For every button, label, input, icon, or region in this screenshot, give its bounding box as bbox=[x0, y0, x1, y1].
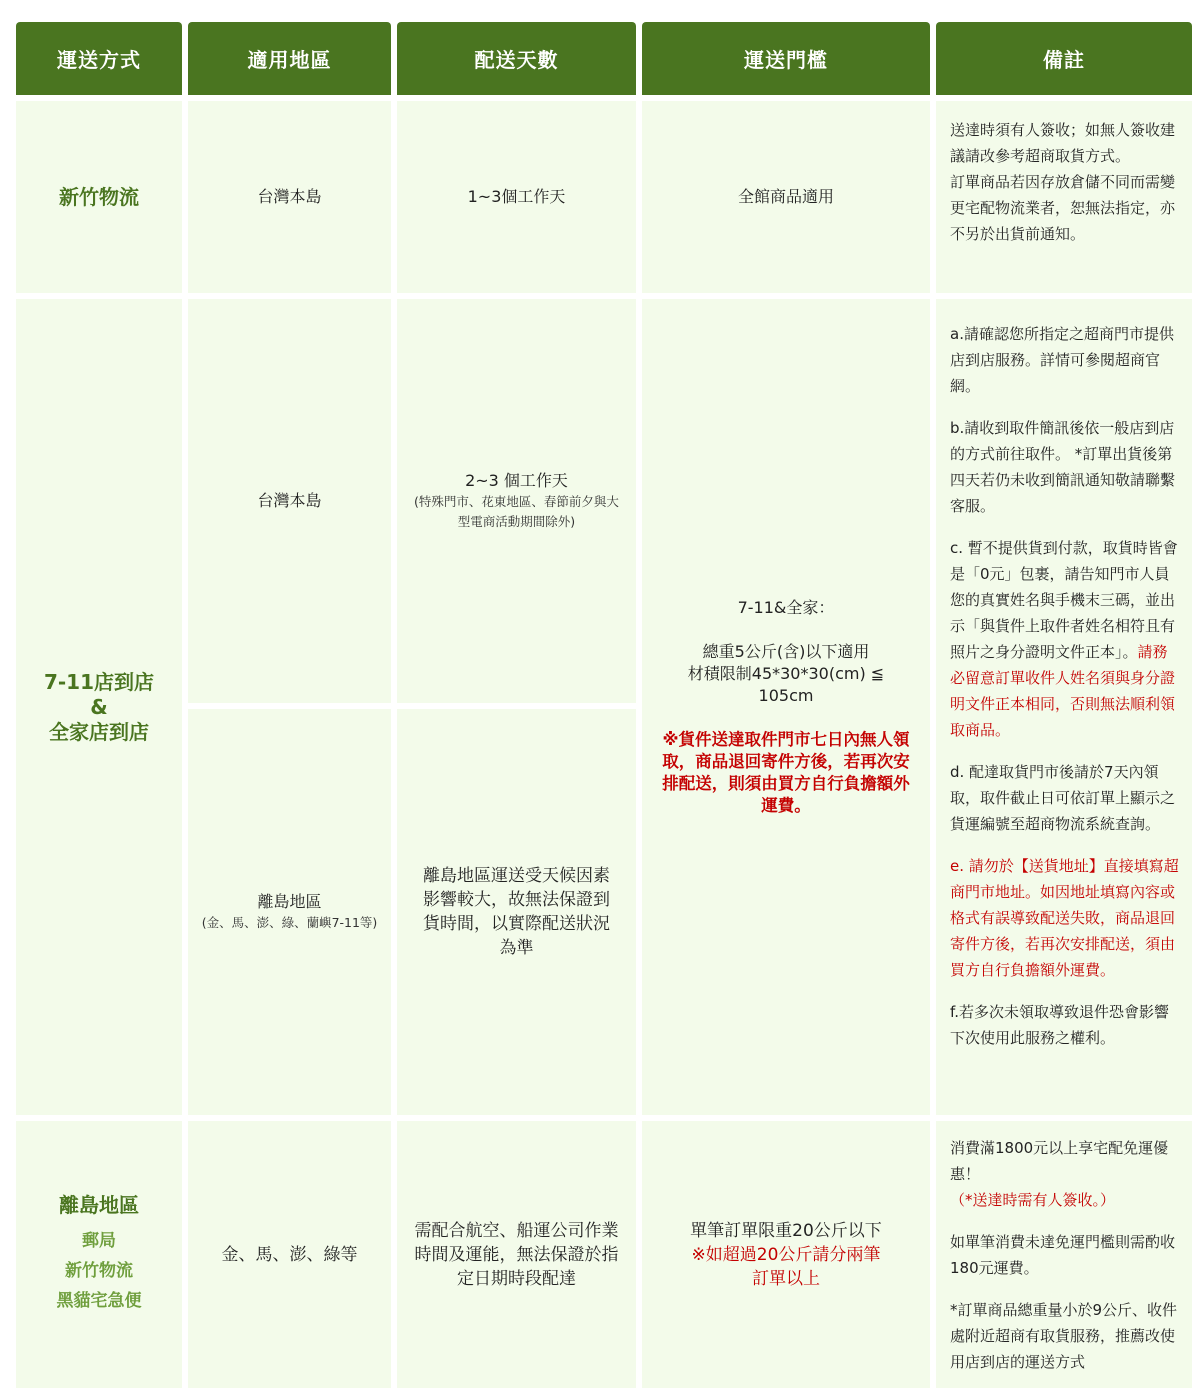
row1-note-2: 訂單商品若因存放倉儲不同而需變更宅配物流業者，恕無法指定，亦不另於出貨前通知。 bbox=[950, 173, 1176, 243]
row3-note-2: 如單筆消費未達免運門檻則需酌收180元運費。 bbox=[950, 1233, 1176, 1277]
row2-days-main-note: (特殊門市、花東地區、春節前夕與大型電商活動期間除外) bbox=[414, 494, 619, 529]
row1-region: 台灣本島 bbox=[188, 101, 391, 293]
row2-region-island-note: (金、馬、澎、綠、蘭嶼7-11等) bbox=[201, 915, 378, 930]
row3-method-label: 離島地區 bbox=[59, 1193, 139, 1217]
row3-note-3: *訂單商品總重量小於9公斤、收件處附近超商有取貨服務，推薦改使用店到店的運送方式 bbox=[950, 1301, 1178, 1371]
row2-threshold-size: 材積限制45*30*30(cm) ≦ 105cm bbox=[687, 664, 885, 705]
header-notes: 備註 bbox=[936, 22, 1192, 95]
row3-notes bbox=[936, 1121, 1192, 1388]
row1-notes bbox=[936, 101, 1192, 293]
row2-threshold-weight: 總重5公斤(含)以下適用 bbox=[702, 642, 870, 661]
row1-note-1: 送達時須有人簽收；如無人簽收建議請改參考超商取貨方式。 bbox=[950, 121, 1176, 165]
row2-method-line2: & bbox=[90, 694, 108, 719]
row3-note-1: 消費滿1800元以上享宅配免運優惠！ bbox=[950, 1139, 1169, 1183]
row2-method bbox=[16, 299, 182, 1115]
row2-note-c bbox=[950, 535, 1182, 743]
row3-days: 需配合航空、船運公司作業時間及運能，無法保證於指定日期時段配達 bbox=[397, 1121, 636, 1388]
row2-method-line1: 7-11店到店 bbox=[43, 669, 155, 694]
row2-note-c-text: c. 暫不提供貨到付款，取貨時皆會是「0元」包裹，請告知門市人員您的真實姓名與手機末三碼，並出示「與貨件上取件者姓名相符且有照片之身分證明文件正本」。 bbox=[950, 539, 1178, 661]
row3-threshold-text: 單筆訂單限重20公斤以下 bbox=[690, 1220, 882, 1241]
header-days: 配送天數 bbox=[397, 22, 636, 95]
row3-method-sub1: 郵局 bbox=[82, 1231, 116, 1251]
header-threshold: 運送門檻 bbox=[642, 22, 930, 95]
row2-threshold bbox=[642, 299, 930, 1115]
row2-days-main-text: 2~3 個工作天 bbox=[465, 471, 568, 490]
row3-method bbox=[16, 1121, 182, 1388]
row3-method-sub3: 黑貓宅急便 bbox=[56, 1291, 142, 1311]
header-method: 運送方式 bbox=[16, 22, 182, 95]
row2-days-island: 離島地區運送受天候因素影響較大，故無法保證到貨時間，以實際配送狀況為準 bbox=[397, 709, 636, 1115]
row2-note-e: e. 請勿於【送貨地址】直接填寫超商門市地址。如因地址填寫內容或格式有誤導致配送失敗，商品退回寄件方後，若再次安排配送，須由買方自行負擔額外運費。 bbox=[950, 857, 1179, 979]
row1-method-label: 新竹物流 bbox=[59, 184, 139, 209]
row2-method-line3: 全家店到店 bbox=[49, 719, 149, 744]
row3-method-sub2: 新竹物流 bbox=[65, 1261, 133, 1281]
shipping-table bbox=[16, 22, 1186, 1384]
row2-region-island bbox=[188, 709, 391, 1115]
row3-region: 金、馬、澎、綠等 bbox=[188, 1121, 391, 1388]
row2-threshold-warning: ※貨件送達取件門市七日內無人領取，商品退回寄件方後，若再次安排配送，則須由買方自行負擔額外運費。 bbox=[662, 730, 910, 815]
row3-threshold-red: ※如超過20公斤請分兩筆訂單以上 bbox=[691, 1244, 881, 1289]
row2-note-c-red: 請務必留意訂單收件人姓名須與身分證明文件正本相同，否則無法順利領取商品。 bbox=[950, 643, 1176, 739]
header-region: 適用地區 bbox=[188, 22, 391, 95]
row2-region-island-text: 離島地區 bbox=[257, 892, 322, 911]
row1-method bbox=[16, 101, 182, 293]
row2-note-b: b.請收到取件簡訊後依一般店到店的方式前往取件。 *訂單出貨後第四天若仍未收到簡訊通知敬請聯繫客服。 bbox=[950, 419, 1176, 515]
row2-note-a: a.請確認您所指定之超商門市提供店到店服務。詳情可參閱超商官網。 bbox=[950, 325, 1174, 395]
row2-note-f: f.若多次未領取導致退件恐會影響下次使用此服務之權利。 bbox=[950, 1003, 1169, 1047]
row2-days-main bbox=[397, 299, 636, 703]
row2-note-d: d. 配達取貨門市後請於7天內領取，取件截止日可依訂單上顯示之貨運編號至超商物流系統查詢。 bbox=[950, 763, 1176, 833]
row2-threshold-title: 7-11&全家： bbox=[737, 598, 835, 617]
row3-note-1-red: （*送達時需有人簽收。） bbox=[950, 1191, 1116, 1209]
row2-notes bbox=[936, 299, 1192, 1115]
row1-threshold: 全館商品適用 bbox=[642, 101, 930, 293]
row2-region-main: 台灣本島 bbox=[188, 299, 391, 703]
row3-threshold bbox=[642, 1121, 930, 1388]
row1-days: 1~3個工作天 bbox=[397, 101, 636, 293]
